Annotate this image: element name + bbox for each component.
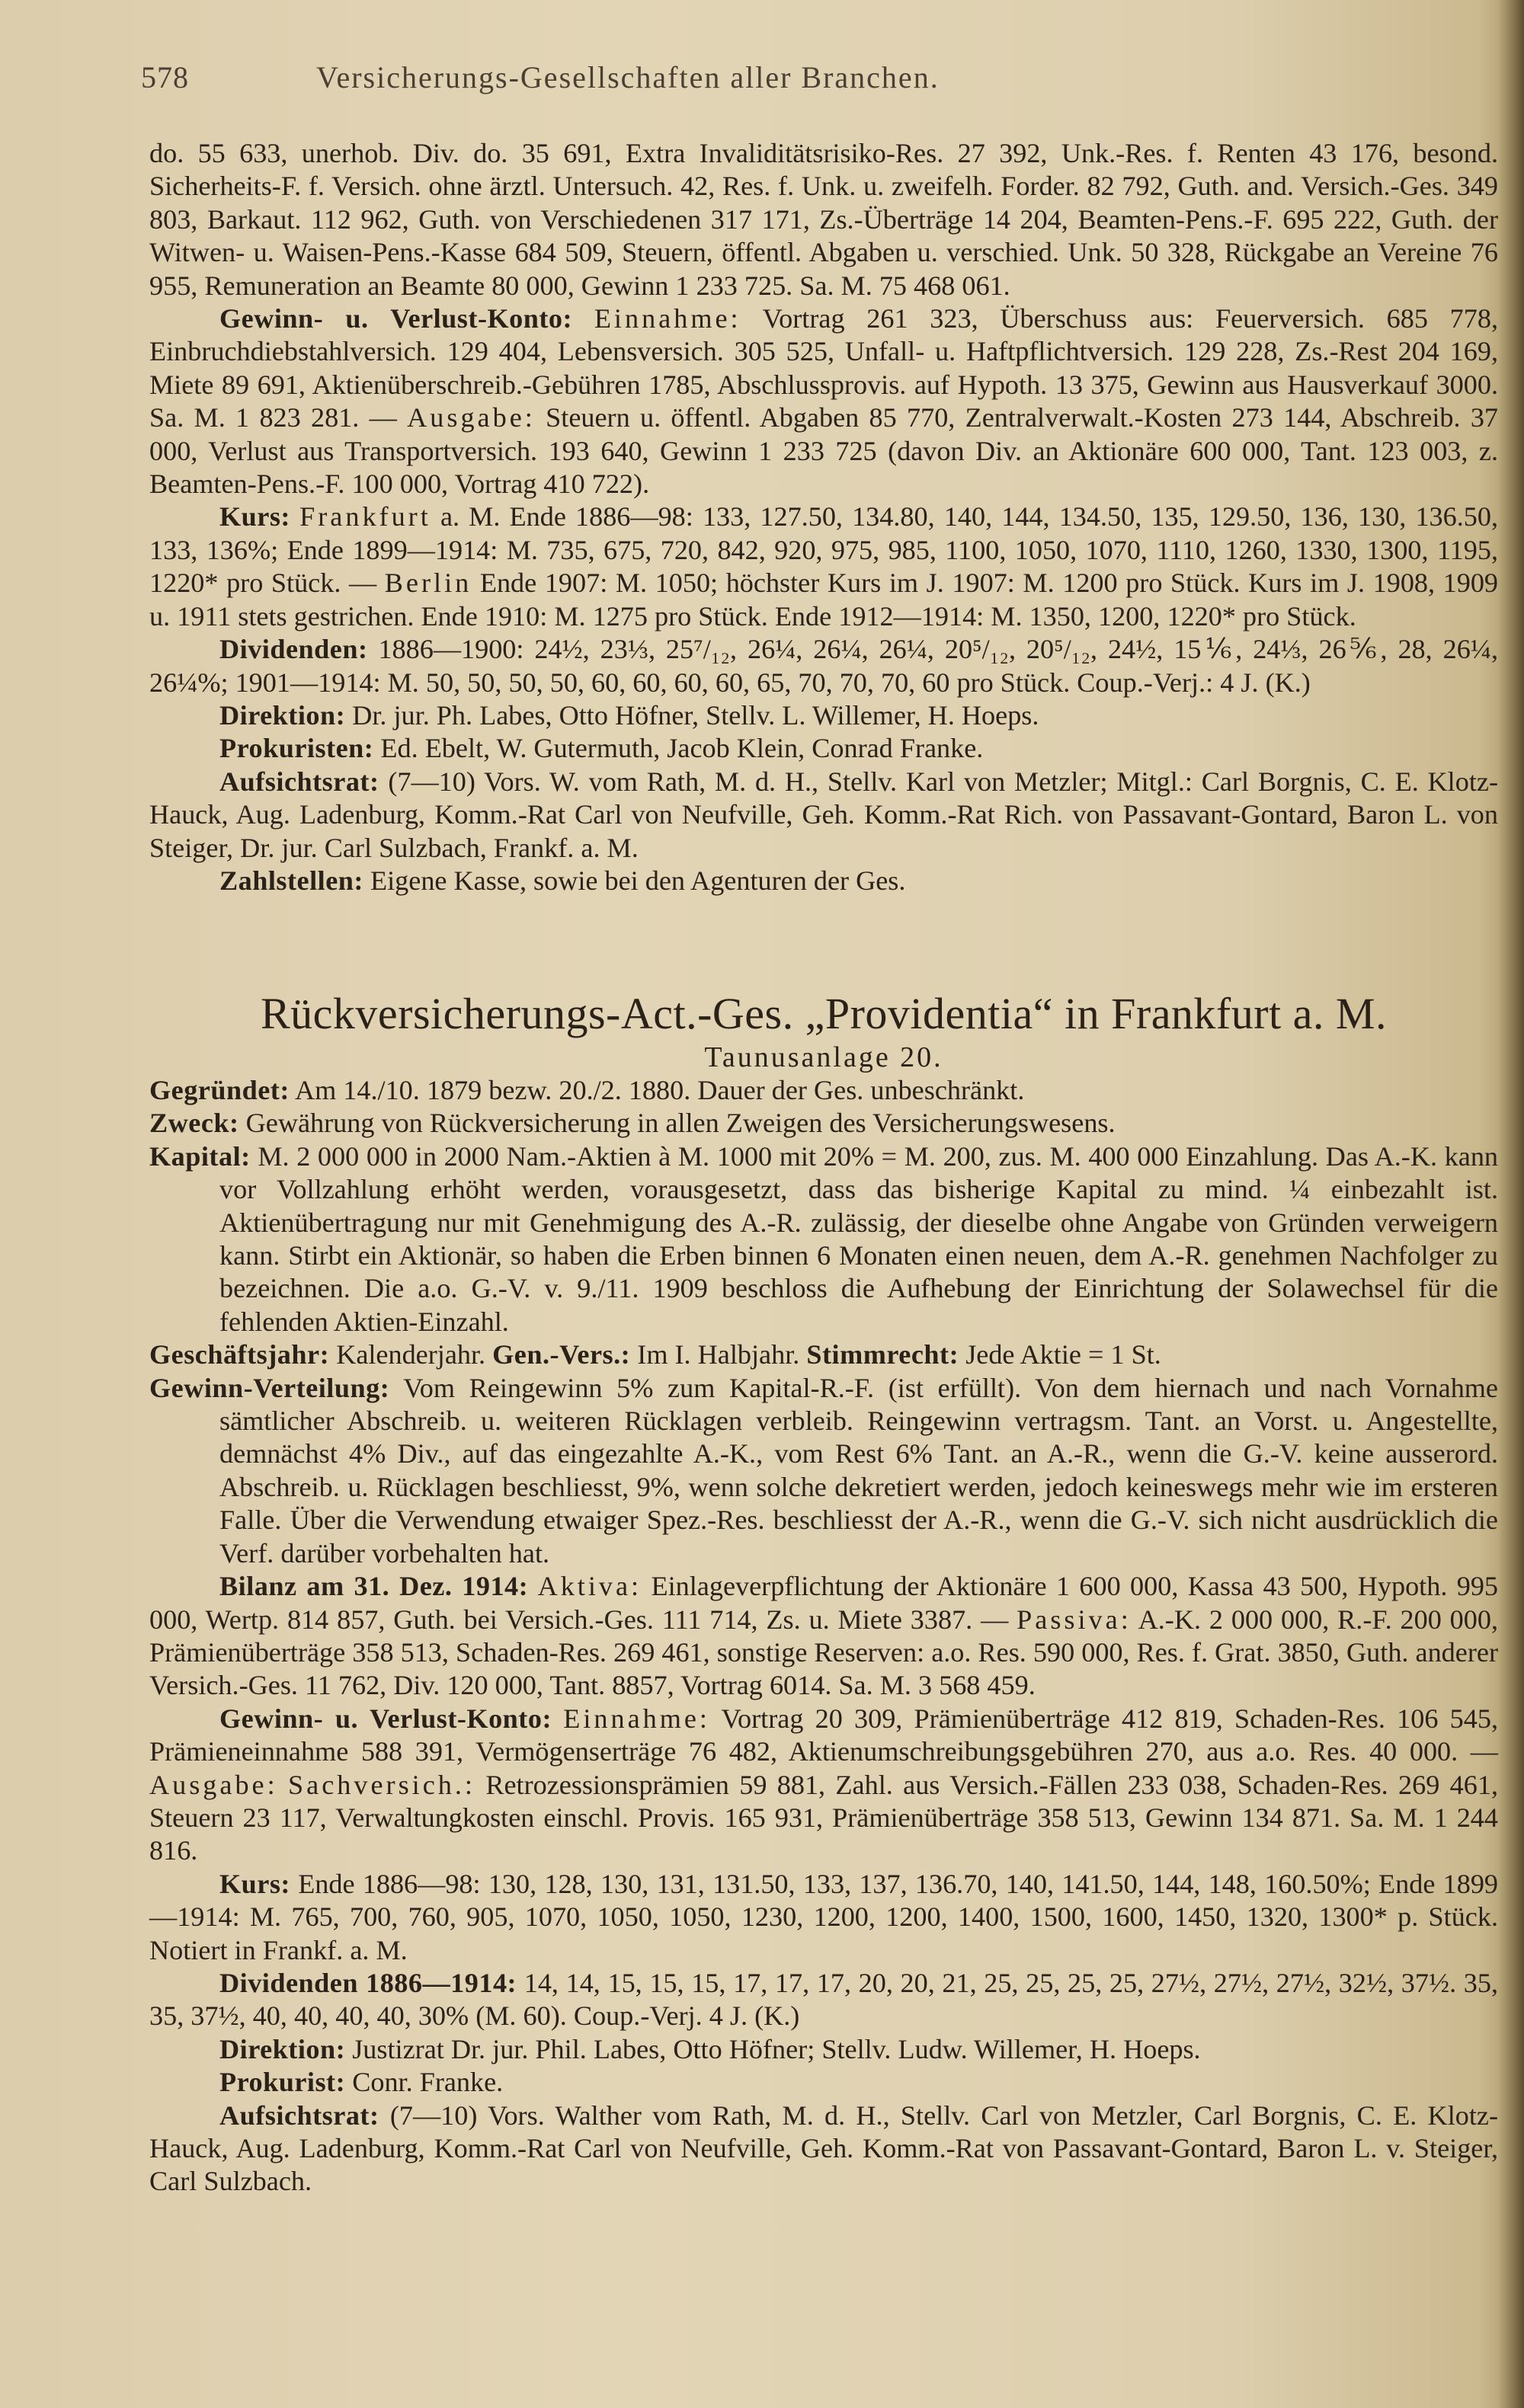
bilanz-text-1: Einlageverpflichtung der Aktionäre 1 600 000, Kassa 43 500, Hypoth. 995 000, Wertp. 814 857, Guth. bei Versich.-Ges. 111 714, Zs. u. Miete 3387. — (149, 1571, 1499, 1635)
prokuristen-text: Ed. Ebelt, W. Gutermuth, Jacob Klein, Conrad Franke. (380, 733, 984, 764)
prokurist-text: Conr. Franke. (352, 2067, 504, 2098)
kurs-text-2: Ende 1907: M. 1050; höchster Kurs im J. 1907: M. 1200 pro Stück. Kurs im J. 1908, 1909 u. 1911 stets gestrichen. Ende 1910: M. 1275 pro Stück. Ende 1912—1914: M. 1350, 1200, 1220* pro Stück. (149, 568, 1499, 632)
aufsichtsrat-paragraph-2 (149, 2099, 1498, 2199)
direktion-label: Direktion: (219, 699, 346, 731)
bilanz-text-2: A.-K. 2 000 000, R.-F. 200 000, Prämienüberträge 358 513, Schaden-Res. 269 461, sonstige Reserven: a.o. Res. 590 000, Res. f. Grat. 3850, Guth. anderer Versich.-Ges. 11 762, Div. 120 000, Tant. 8857, Vortrag 6014. Sa. M. 3 568 459. (149, 1604, 1499, 1701)
zweck-text: Gewährung von Rückversicherung in allen Zweigen des Versicherungswesens. (245, 1108, 1116, 1139)
gewinnverteilung-paragraph (149, 1372, 1498, 1570)
kapital-paragraph (149, 1140, 1498, 1338)
guv-ausgabe-label-2: Ausgabe: (149, 1769, 278, 1800)
guv-einnahme-label: Einnahme: (594, 303, 741, 334)
aufsichtsrat-text: (7—10) Vors. W. vom Rath, M. d. H., Stellv. Karl von Metzler; Mitgl.: Carl Borgnis, C. E. Klotz-Hauck, Aug. Ladenburg, Komm.-Rat Carl von Neufville, Geh. Komm.-Rat Rich. von Passavant-Gontard, Baron L. von Steiger, Dr. jur. Carl Sulzbach, Frankf. a. M. (149, 766, 1498, 863)
bilanz-paragraph (149, 1570, 1498, 1703)
stimmrecht-text: Jede Aktie = 1 St. (965, 1339, 1161, 1370)
kurs-text-1: a. M. Ende 1886—98: 133, 127.50, 134.80, 140, 144, 134.50, 135, 129.50, 136, 130, 136.50, 133, 136%; Ende 1899—1914: M. 735, 675, 720, 842, 920, 975, 985, 1100, 1050, 1070, 1110, 1260, 1330, 1300, 1195, 1220* pro Stück. — (149, 501, 1499, 599)
kapital-label: Kapital: (149, 1140, 251, 1172)
dividenden-label-2: Dividenden 1886—1914: (219, 1967, 517, 1998)
genvers-label: Gen.-Vers.: (492, 1339, 631, 1370)
page-binding-shadow (1498, 0, 1524, 2408)
aufsichtsrat-label: Aufsichtsrat: (219, 766, 379, 797)
prokurist-label: Prokurist: (219, 2067, 346, 2098)
dividenden-text: 1886—1900: 24½, 23⅓, 25⁷/₁₂, 26¼, 26¼, 26¼, 20⁵/₁₂, 20⁵/₁₂, 24½, 15⅙, 24⅓, 26⅚, 28, 26¼, 26¼%; 1901—1914: M. 50, 50, 50, 50, 60, 60, 60, 60, 65, 70, 70, 70, 60 pro Stück. Coup.-Verj.: 4 J. (K.) (149, 634, 1498, 698)
gegruendet-label: Gegründet: (149, 1075, 290, 1105)
first-company-entry (149, 137, 1498, 897)
kurs-berlin-label: Berlin (384, 568, 472, 599)
page-number: 578 (141, 60, 189, 94)
prokurist-paragraph (149, 2066, 1498, 2099)
company-title: Rückversicherungs-Act.-Ges. „Providentia“ in Frankfurt a. M. (261, 989, 1387, 1038)
balance-continuation: do. 55 633, unerhob. Div. do. 35 691, Extra Invaliditätsrisiko-Res. 27 392, Unk.-Res. f. Renten 43 176, besond. Sicherheits-F. f. Versich. ohne ärztl. Untersuch. 42, Res. f. Unk. u. zweifelh. Forder. 82 792, Guth. and. Versich.-Ges. 349 803, Barkaut. 112 962, Guth. von Verschiedenen 317 171, Zs.-Überträge 14 204, Beamten-Pens.-F. 695 222, Guth. der Witwen- u. Waisen-Pens.-Kasse 684 509, Steuern, öffentl. Abgaben u. verschied. Unk. 50 328, Rückgabe an Vereine 76 955, Remuneration an Beamte 80 000, Gewinn 1 233 725. Sa. M. 75 468 061. (149, 138, 1498, 301)
guv-text-1: Vortrag 261 323, Überschuss aus: Feuerversich. 685 778, Einbruchdiebstahlversich. 129 404, Lebensversich. 305 525, Unfall- u. Haftpflichtversich. 129 228, Zs.-Rest 204 169, Miete 89 691, Aktienüberschreib.-Gebühren 1785, Abschlussprovis. auf Hypoth. 13 375, Gewinn aus Hausverkauf 3000. Sa. M. 1 823 281. — (149, 303, 1498, 433)
zahlstellen-text: Eigene Kasse, sowie bei den Agenturen der Ges. (370, 865, 906, 896)
kurs-label: Kurs: (219, 501, 290, 532)
guv-sach-label: Sachversich.: (288, 1769, 475, 1800)
guv-label: Gewinn- u. Verlust-Konto: (219, 303, 573, 334)
prokuristen-label: Prokuristen: (219, 733, 374, 764)
dividenden-paragraph (149, 633, 1498, 699)
guv-paragraph (149, 302, 1498, 500)
bilanz-passiva-label: Passiva: (1017, 1604, 1132, 1635)
prokuristen-paragraph (149, 732, 1498, 765)
kapital-text: M. 2 000 000 in 2000 Nam.-Aktien à M. 1000 mit 20% = M. 200, zus. M. 400 000 Einzahlung. Das A.-K. kann vor Vollzahlung erhöht werden, vorausgesetzt, dass das bisherige Kapital zu mind. ¼ einbezahlt ist. Aktienübertragung nur mit Genehmigung des A.-R. zulässig, der dieselbe ohne Angabe von Gründen verweigern kann. Stirbt ein Aktionär, so haben die Erben binnen 6 Monaten einen neuen, dem A.-R. genehmen Nachfolger zu bezeichnen. Die a.o. G.-V. v. 9./11. 1909 beschloss die Aufhebung der Einrichtung der Solawechsel für die fehlenden Aktien-Einzahl. (219, 1140, 1499, 1337)
kurs-label-2: Kurs: (219, 1868, 290, 1899)
aufsichtsrat-text-2: (7—10) Vors. Walther vom Rath, M. d. H., Stellv. Carl von Metzler, Carl Borgnis, C. E. Klotz-Hauck, Aug. Ladenburg, Komm.-Rat Carl von Neufville, Geh. Komm.-Rat von Passavant-Gontard, Baron L. v. Steiger, Carl Sulzbach. (149, 2099, 1499, 2197)
bilanz-aktiva-label: Aktiva: (537, 1571, 642, 1602)
gegruendet-paragraph (149, 1074, 1498, 1107)
second-company-entry (149, 987, 1498, 2199)
kurs-frankfurt-label: Frankfurt (299, 501, 431, 532)
zahlstellen-label: Zahlstellen: (219, 865, 363, 896)
geschaeftsjahr-paragraph (149, 1338, 1498, 1371)
dividenden-text-2: 14, 14, 15, 15, 15, 17, 17, 17, 20, 20, 21, 25, 25, 25, 25, 27½, 27½, 27½, 32½, 37½. 35, 35, 37½, 40, 40, 40, 40, 30% (M. 60). Coup.-Verj. 4 J. (K.) (149, 1967, 1499, 2032)
gewinnverteilung-label: Gewinn-Verteilung: (149, 1372, 390, 1403)
guv-paragraph-2 (149, 1703, 1498, 1868)
genvers-text: Im I. Halbjahr. (637, 1339, 800, 1370)
direktion-paragraph-2 (149, 2033, 1498, 2066)
direktion-paragraph (149, 699, 1498, 732)
direktion-label-2: Direktion: (219, 2033, 346, 2064)
guv-ausgabe-label: Ausgabe: (407, 402, 536, 433)
guv-label-2: Gewinn- u. Verlust-Konto: (219, 1703, 552, 1734)
dividenden-label: Dividenden: (219, 634, 368, 665)
running-title: Versicherungs-Gesellschaften aller Branchen. (316, 60, 940, 94)
geschaeftsjahr-text: Kalenderjahr. (336, 1339, 486, 1370)
running-header (141, 59, 1497, 95)
direktion-text-2: Justizrat Dr. jur. Phil. Labes, Otto Höfner; Stellv. Ludw. Willemer, H. Hoeps. (352, 2033, 1201, 2064)
dividenden-paragraph-2 (149, 1967, 1498, 2033)
guv-text-2: Steuern u. öffentl. Abgaben 85 770, Zentralverwalt.-Kosten 273 144, Abschreib. 37 000, Verlust aus Transportversich. 193 640, Gewinn 1 233 725 (davon Div. an Aktionäre 600 000, Tant. 123 003, z. Beamten-Pens.-F. 100 000, Vortrag 410 722). (149, 402, 1499, 500)
guv-text-1-2: Vortrag 20 309, Prämienüberträge 412 819, Schaden-Res. 106 545, Prämieneinnahme 588 391, Vermögenserträge 76 482, Aktienumschreibungsgebühren 270, aus a.o. Res. 40 000. — (149, 1703, 1498, 1767)
geschaeftsjahr-label: Geschäftsjahr: (149, 1339, 330, 1370)
kurs-text: Ende 1886—98: 130, 128, 130, 131, 131.50, 133, 137, 136.70, 140, 141.50, 144, 148, 160.50%; Ende 1899—1914: M. 765, 700, 760, 905, 1070, 1050, 1050, 1230, 1200, 1200, 1400, 1500, 1600, 1450, 1320, 1300* p. Stück. Notiert in Frankf. a. M. (149, 1868, 1499, 1965)
kurs-paragraph (149, 500, 1498, 633)
zweck-label: Zweck: (149, 1108, 239, 1139)
gegruendet-text: Am 14./10. 1879 bezw. 20./2. 1880. Dauer der Ges. unbeschränkt. (294, 1075, 1025, 1105)
aufsichtsrat-paragraph (149, 766, 1498, 865)
bilanz-label: Bilanz am 31. Dez. 1914: (219, 1571, 529, 1602)
kurs-paragraph-2 (149, 1868, 1498, 1967)
zahlstellen-paragraph (149, 865, 1498, 897)
gewinnverteilung-text: Vom Reingewinn 5% zum Kapital-R.-F. (ist erfüllt). Von dem hiernach und nach Vornahme sämtlicher Abschreib. u. weiteren Rücklagen verbleib. Reingewinn vertragsm. Tant. an Vorst. u. Angestellte, demnächst 4% Div., auf das eingezahlte A.-K., vom Rest 6% Tant. an A.-R., wenn die G.-V. keine ausserord. Abschreib. u. Rücklagen beschliesst, 9%, wenn solche dekretiert werden, jedoch keineswegs mehr wie im ersteren Falle. Über die Verwendung etwaiger Spez.-Res. beschliesst der A.-R., wenn die G.-V. sich nicht ausdrücklich die Verf. darüber vorbehalten hat. (219, 1372, 1498, 1569)
zweck-paragraph (149, 1107, 1498, 1140)
guv-text-2-2: Retrozessionsprämien 59 881, Zahl. aus Versich.-Fällen 233 038, Schaden-Res. 269 461, Steuern 23 117, Verwaltungkosten einschl. Provis. 165 931, Prämienüberträge 358 513, Gewinn 134 871. Sa. M. 1 244 816. (149, 1769, 1498, 1866)
direktion-text: Dr. jur. Ph. Labes, Otto Höfner, Stellv. L. Willemer, H. Hoeps. (352, 699, 1039, 731)
stimmrecht-label: Stimmrecht: (806, 1339, 959, 1370)
aufsichtsrat-label-2: Aufsichtsrat: (219, 2099, 379, 2131)
company-address: Taunusanlage 20. (704, 1041, 943, 1073)
guv-einnahme-label-2: Einnahme: (563, 1703, 710, 1734)
